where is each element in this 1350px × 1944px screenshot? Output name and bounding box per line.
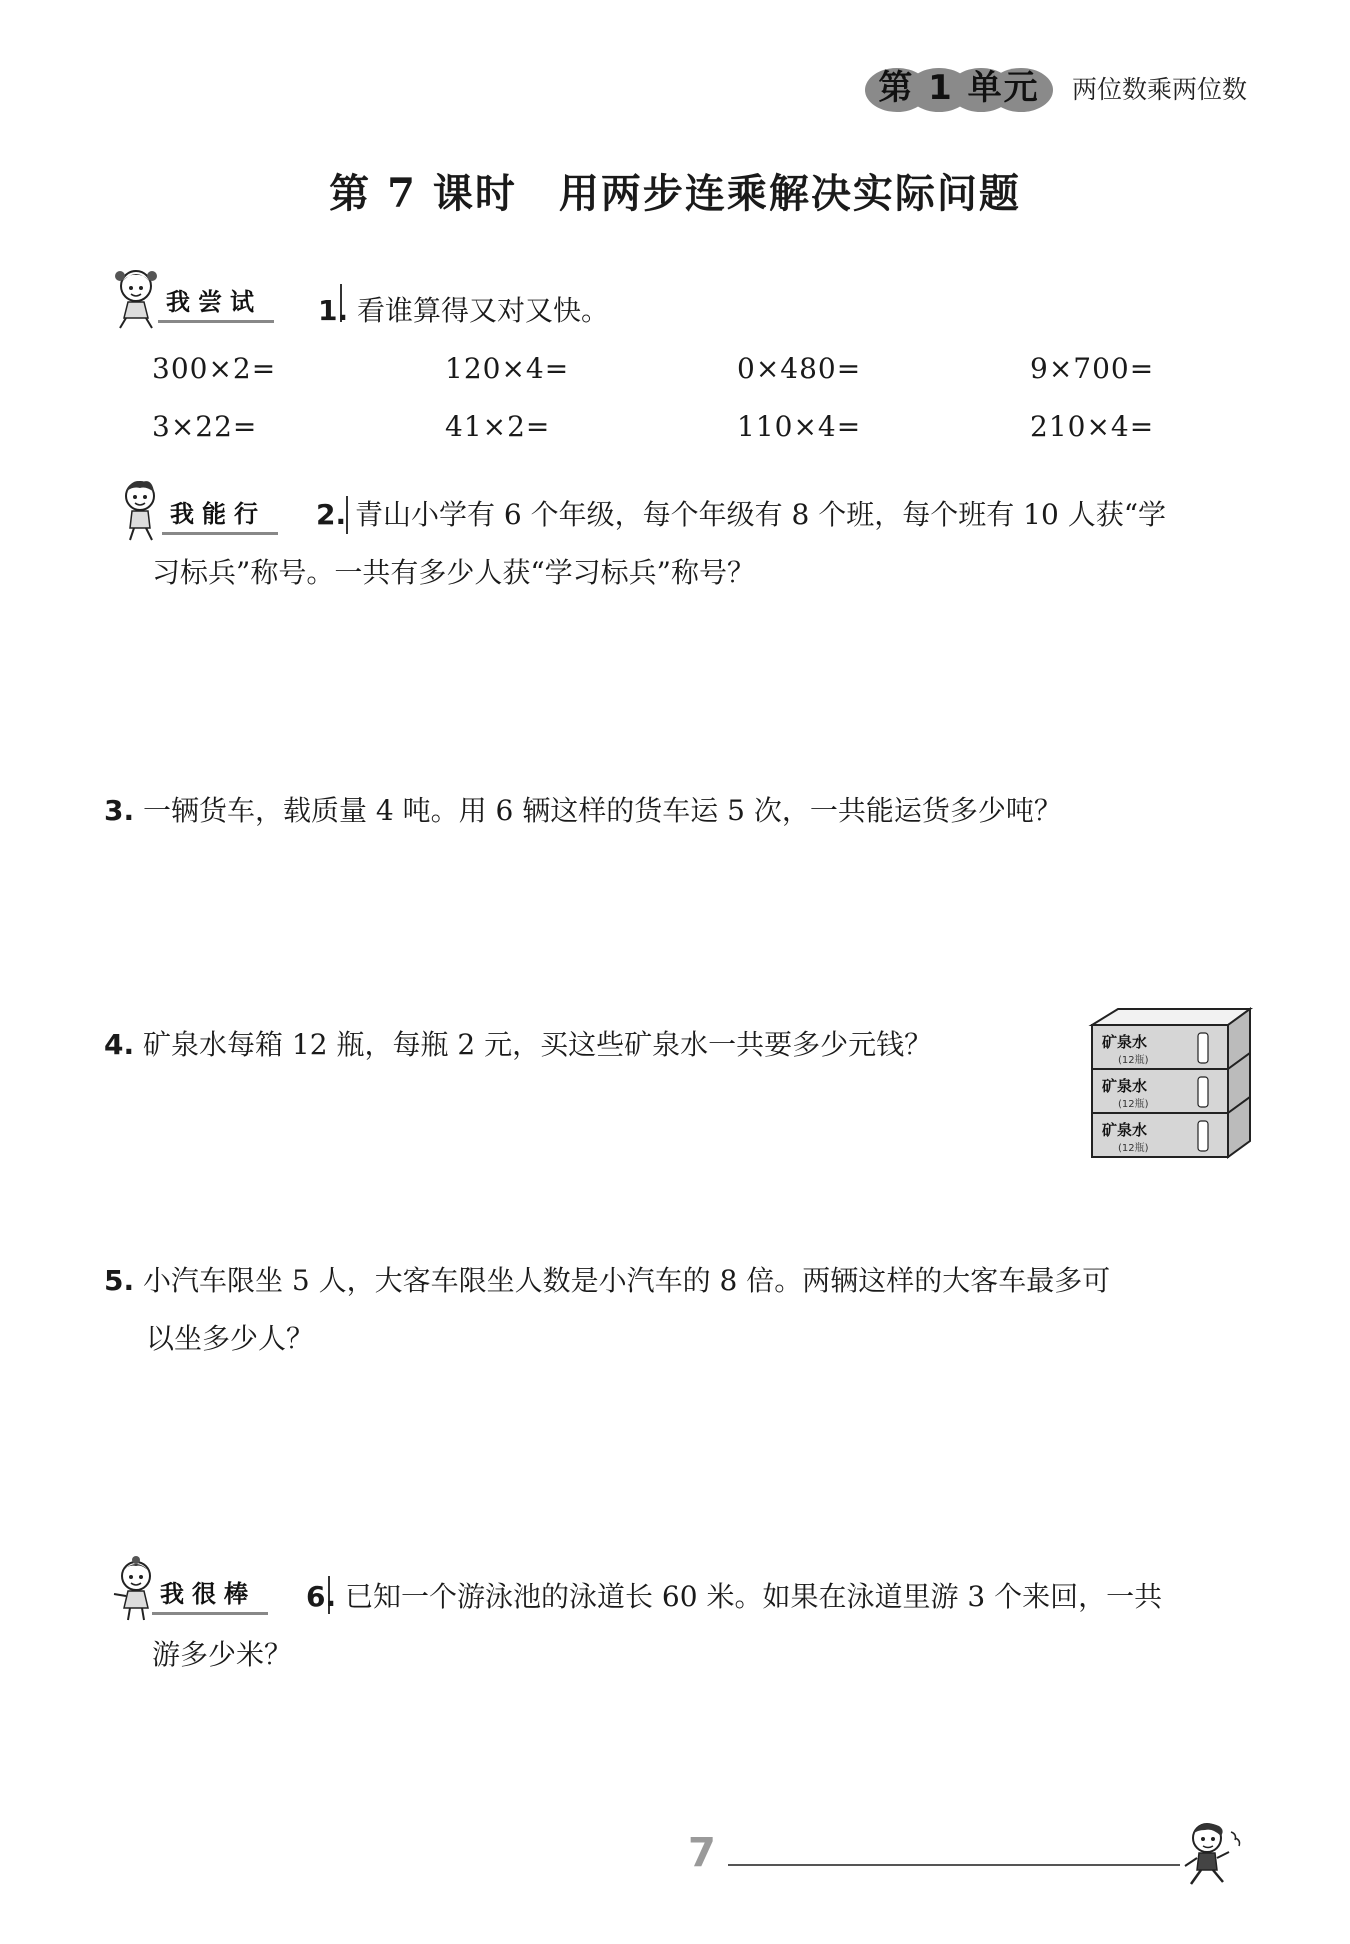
question-5 [104, 1252, 1110, 1310]
water-box-sub-3: (12瓶) [1118, 1143, 1149, 1154]
question-5-line1: 小汽车限坐 5 人，大客车限坐人数是小汽车的 8 倍。两辆这样的大客车最多可 [143, 1264, 1111, 1297]
question-6 [306, 1568, 1162, 1626]
lesson-title: 第 7 课时 用两步连乘解决实际问题 [329, 170, 1021, 217]
calc-1-3: 0×480= [737, 352, 862, 385]
question-6-line2: 游多少米？ [152, 1638, 293, 1671]
water-box-label-1: 矿泉水 [1102, 1033, 1148, 1051]
calc-1-2: 120×4= [445, 352, 570, 385]
question-4-text: 矿泉水每箱 12 瓶，每瓶 2 元，买这些矿泉水一共要多少元钱？ [143, 1028, 933, 1061]
question-4 [104, 1016, 932, 1074]
question-2 [316, 486, 1166, 544]
calc-2-3: 110×4= [737, 410, 862, 443]
water-box-sub-1: (12瓶) [1118, 1055, 1149, 1066]
section-great-label: 我很棒 [152, 1576, 268, 1615]
section-try [108, 262, 348, 332]
question-3-number: 3. [104, 794, 135, 827]
calc-1-4: 9×700= [1030, 352, 1155, 385]
question-2-line2: 习标兵”称号。一共有多少人获“学习标兵”称号？ [152, 556, 755, 589]
footer-divider [728, 1864, 1180, 1866]
question-2-line1: 青山小学有 6 个年级，每个年级有 8 个班，每个班有 10 人获“学 [355, 498, 1167, 531]
mascot-girl-icon [108, 262, 164, 332]
water-box-label-3: 矿泉水 [1102, 1121, 1148, 1139]
calc-2-1: 3×22= [152, 410, 258, 443]
calc-1-1: 300×2= [152, 352, 277, 385]
water-box-label-2: 矿泉水 [1102, 1077, 1148, 1095]
question-5-line2: 以坐多少人？ [146, 1322, 315, 1355]
section-can-label: 我能行 [162, 496, 278, 535]
question-1-text: 看谁算得又对又快。 [357, 294, 610, 327]
question-4-number: 4. [104, 1028, 135, 1061]
question-3 [104, 782, 1062, 840]
question-5-number: 5. [104, 1264, 135, 1297]
unit-topic: 两位数乘两位数 [1072, 75, 1248, 104]
mascot-running-boy-icon [1175, 1818, 1245, 1890]
question-2-number: 2. [316, 498, 347, 531]
water-box-sub-2: (12瓶) [1118, 1099, 1149, 1110]
page-number: 7 [688, 1830, 716, 1876]
question-1 [318, 282, 609, 340]
calc-2-4: 210×4= [1030, 410, 1155, 443]
question-1-number: 1. [318, 294, 349, 327]
question-6-line1: 已知一个游泳池的泳道长 60 米。如果在泳道里游 3 个来回，一共 [345, 1580, 1163, 1613]
unit-badge [865, 62, 1053, 114]
mascot-boy-icon [112, 474, 168, 544]
question-3-text: 一辆货车，载质量 4 吨。用 6 辆这样的货车运 5 次，一共能运货多少吨？ [143, 794, 1062, 827]
calc-2-2: 41×2= [445, 410, 551, 443]
section-try-label: 我尝试 [158, 284, 274, 323]
question-6-number: 6. [306, 1580, 337, 1613]
water-boxes-illustration [1088, 1005, 1254, 1161]
unit-label: 第 1 单元 [878, 68, 1040, 108]
